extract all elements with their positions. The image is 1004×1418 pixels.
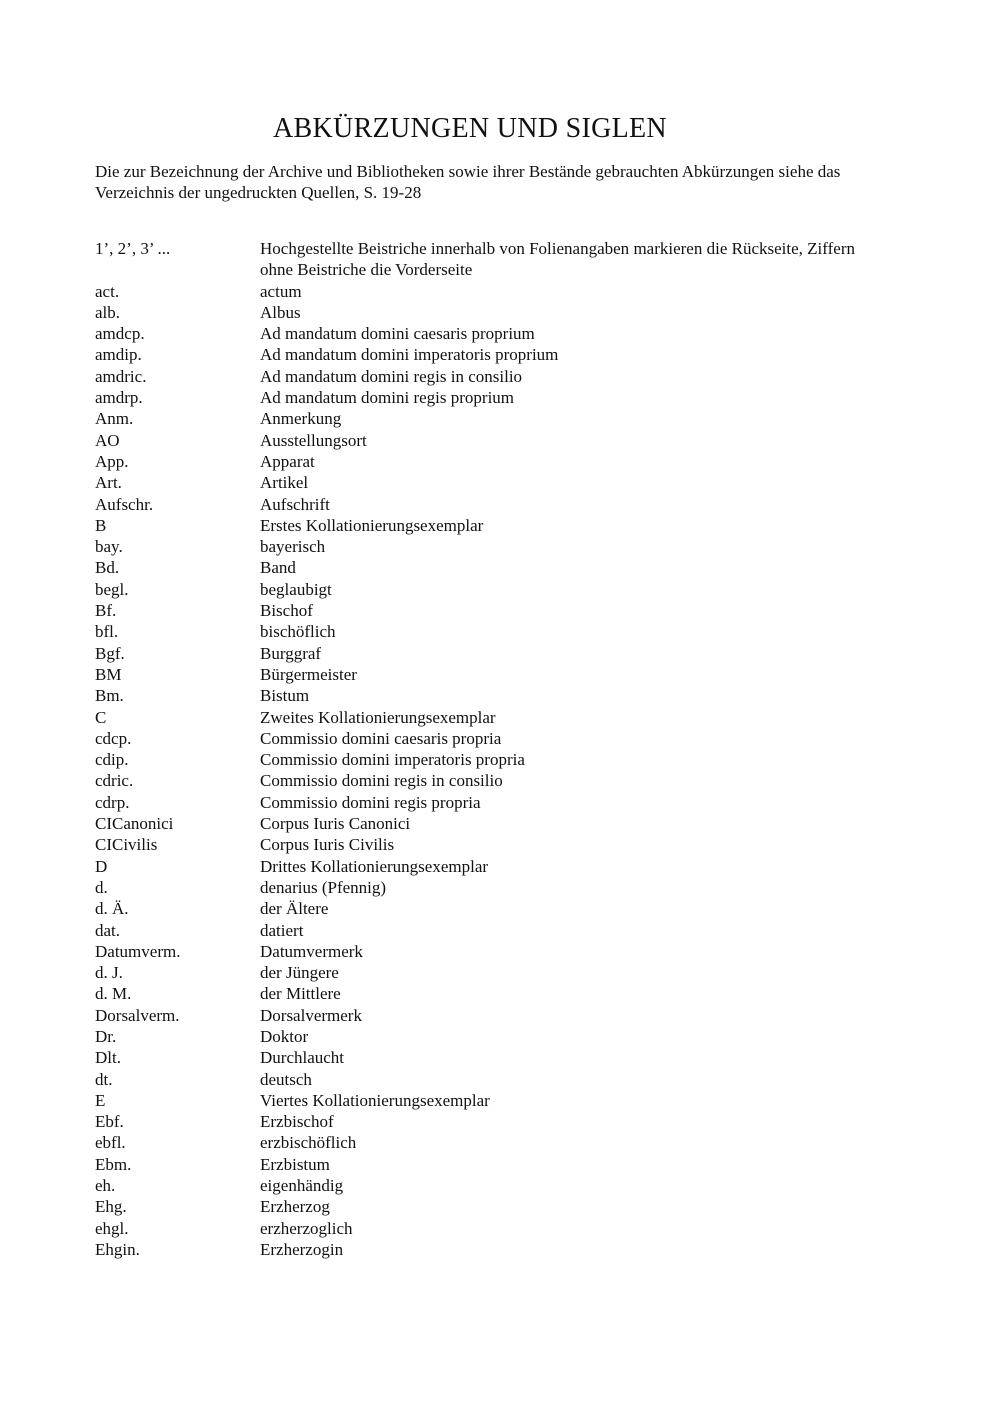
abbreviation-meaning: Ad mandatum domini caesaris proprium (260, 324, 535, 344)
abbreviation-term: Ehgin. (95, 1239, 140, 1259)
abbreviation-term: BM (95, 664, 122, 684)
abbreviation-meaning: Bischof (260, 601, 313, 621)
abbreviation-term: amdip. (95, 345, 142, 365)
abbreviation-meaning: Ad mandatum domini regis proprium (260, 388, 515, 408)
abbreviation-meaning: der Mittlere (260, 984, 341, 1004)
abbreviation-meaning: Band (260, 558, 296, 578)
abbreviation-meaning: Bürgermeister (260, 664, 357, 684)
abbreviation-meaning: Erzbistum (260, 1154, 330, 1174)
abbreviation-meaning: denarius (Pfennig) (260, 877, 387, 897)
abbreviation-row (95, 1047, 855, 1068)
abbreviation-term: Ehg. (95, 1197, 127, 1217)
abbreviation-term: alb. (95, 302, 121, 322)
abbreviation-row (95, 856, 855, 877)
abbreviation-row (95, 579, 855, 600)
abbreviation-meaning: deutsch (260, 1069, 312, 1089)
abbreviation-row (95, 387, 855, 408)
abbreviation-row (95, 792, 855, 813)
abbreviation-term: CICanonici (95, 814, 174, 834)
abbreviation-row (95, 366, 855, 387)
abbreviation-term: cdric. (95, 771, 134, 791)
abbreviation-term: amdrp. (95, 388, 143, 408)
abbreviation-meaning: Corpus Iuris Canonici (260, 814, 411, 834)
abbreviation-meaning: bischöflich (260, 622, 336, 642)
abbreviation-meaning: Apparat (260, 451, 315, 471)
abbreviation-row (95, 323, 855, 344)
abbreviation-meaning: datiert (260, 920, 304, 940)
abbreviation-meaning: Dorsalvermerk (260, 1005, 362, 1025)
abbreviation-meaning: erzbischöflich (260, 1133, 357, 1153)
abbreviation-meaning: Durchlaucht (260, 1048, 345, 1068)
abbreviation-term: amdcp. (95, 324, 145, 344)
abbreviation-term: App. (95, 451, 129, 471)
abbreviation-row (95, 430, 855, 451)
abbreviation-meaning: bayerisch (260, 537, 326, 557)
abbreviation-term: Bm. (95, 686, 124, 706)
abbreviation-meaning: Zweites Kollationierungsexemplar (260, 707, 496, 727)
page-title: ABKÜRZUNGEN UND SIGLEN (273, 113, 667, 144)
abbreviation-row (95, 1005, 855, 1026)
abbreviation-meaning: Erzherzogin (260, 1239, 344, 1259)
abbreviation-term: bay. (95, 537, 123, 557)
abbreviation-row (95, 621, 855, 642)
abbreviation-meaning: Ad mandatum domini regis in consilio (260, 366, 523, 386)
abbreviation-term: CICivilis (95, 835, 158, 855)
abbreviation-term: bfl. (95, 622, 119, 642)
abbreviation-row (95, 1090, 855, 1111)
abbreviation-term: Bgf. (95, 643, 125, 663)
abbreviation-term: cdcp. (95, 728, 132, 748)
abbreviation-meaning: erzherzoglich (260, 1218, 353, 1238)
abbreviation-meaning: Drittes Kollationierungsexemplar (260, 856, 489, 876)
abbreviation-meaning: Corpus Iuris Civilis (260, 835, 395, 855)
abbreviation-term: 1’, 2’, 3’ ... (95, 239, 171, 258)
abbreviation-row (95, 920, 855, 941)
abbreviation-row (95, 557, 855, 578)
abbreviation-meaning: Viertes Kollationierungsexemplar (260, 1090, 490, 1110)
abbreviation-term: C (95, 707, 107, 727)
abbreviation-term: Aufschr. (95, 494, 154, 514)
abbreviation-row (95, 813, 855, 834)
abbreviation-meaning: Bistum (260, 686, 310, 706)
abbreviation-row (95, 962, 855, 983)
abbreviation-term: D (95, 856, 108, 876)
abbreviation-meaning: Doktor (260, 1026, 309, 1046)
intro-paragraph: Die zur Bezeichnung der Archive und Bibliotheken sowie ihrer Bestände gebrauchten Abkürzungen siehe das Verzeichnis der ungedruckten Quellen, S. 19-28 (95, 162, 841, 202)
abbreviation-term: Datumverm. (95, 941, 181, 961)
abbreviation-meaning: actum (260, 281, 302, 301)
abbreviation-meaning: Albus (260, 302, 301, 322)
abbreviation-row (95, 408, 855, 429)
abbreviation-row (95, 1154, 855, 1175)
abbreviation-list (95, 238, 855, 1260)
abbreviation-row (95, 1239, 855, 1260)
abbreviation-row (95, 302, 855, 323)
abbreviation-term: d. J. (95, 963, 123, 983)
abbreviation-term: Bf. (95, 601, 117, 621)
abbreviation-meaning: Commissio domini imperatoris propria (260, 750, 525, 770)
abbreviation-term: Dr. (95, 1026, 117, 1046)
abbreviation-row (95, 515, 855, 536)
abbreviation-meaning: der Jüngere (260, 963, 339, 983)
abbreviation-term: eh. (95, 1176, 116, 1196)
abbreviation-meaning: Ad mandatum domini imperatoris proprium (260, 345, 559, 365)
abbreviation-row (95, 834, 855, 855)
abbreviation-row (95, 941, 855, 962)
abbreviation-term: d. M. (95, 984, 132, 1004)
abbreviation-term: Anm. (95, 409, 134, 429)
abbreviation-meaning: Commissio domini regis propria (260, 792, 481, 812)
abbreviation-row (95, 770, 855, 791)
abbreviation-term: cdrp. (95, 792, 130, 812)
abbreviation-term: Ebf. (95, 1112, 124, 1132)
abbreviation-term: Dorsalverm. (95, 1005, 180, 1025)
abbreviation-meaning: Datumvermerk (260, 941, 363, 961)
abbreviation-term: Art. (95, 473, 122, 493)
abbreviation-row (95, 281, 855, 302)
abbreviation-row (95, 877, 855, 898)
abbreviation-meaning: Commissio domini regis in consilio (260, 771, 503, 791)
abbreviation-row (95, 472, 855, 493)
abbreviation-term: E (95, 1090, 106, 1110)
abbreviation-row (95, 536, 855, 557)
abbreviation-row (95, 983, 855, 1004)
abbreviation-row (95, 1175, 855, 1196)
abbreviation-term: Bd. (95, 558, 120, 578)
abbreviation-meaning: Artikel (260, 473, 309, 493)
abbreviation-row (95, 728, 855, 749)
abbreviation-row (95, 494, 855, 515)
abbreviation-term: dat. (95, 920, 121, 940)
abbreviation-term: AO (95, 430, 120, 450)
abbreviation-meaning: Burggraf (260, 643, 322, 663)
abbreviation-row (95, 1026, 855, 1047)
abbreviation-meaning: Commissio domini caesaris propria (260, 728, 502, 748)
abbreviation-row (95, 1069, 855, 1090)
abbreviation-meaning: Hochgestellte Beistriche innerhalb von Folienangaben markieren die Rückseite, Ziffern ohne Beistriche die Vorderseite (260, 239, 855, 280)
abbreviation-meaning: der Ältere (260, 899, 329, 919)
abbreviation-meaning: Aufschrift (260, 494, 330, 514)
abbreviation-row (95, 238, 855, 281)
abbreviation-term: begl. (95, 579, 129, 599)
abbreviation-row (95, 1218, 855, 1239)
abbreviation-meaning: Erzbischof (260, 1112, 334, 1132)
abbreviation-row (95, 664, 855, 685)
abbreviation-meaning: Anmerkung (260, 409, 342, 429)
abbreviation-row (95, 600, 855, 621)
abbreviation-meaning: beglaubigt (260, 579, 332, 599)
abbreviation-row (95, 898, 855, 919)
abbreviation-row (95, 344, 855, 365)
abbreviation-row (95, 643, 855, 664)
abbreviation-row (95, 1132, 855, 1153)
abbreviation-term: ebfl. (95, 1133, 126, 1153)
abbreviation-term: dt. (95, 1069, 113, 1089)
abbreviation-term: B (95, 515, 107, 535)
abbreviation-meaning: Ausstellungsort (260, 430, 367, 450)
abbreviation-term: d. (95, 877, 108, 897)
abbreviation-meaning: Erstes Kollationierungsexemplar (260, 515, 484, 535)
abbreviation-term: d. Ä. (95, 899, 129, 919)
abbreviation-row (95, 451, 855, 472)
abbreviation-row (95, 749, 855, 770)
abbreviation-row (95, 685, 855, 706)
abbreviation-term: act. (95, 281, 120, 301)
abbreviation-term: amdric. (95, 366, 147, 386)
abbreviation-term: Ebm. (95, 1154, 132, 1174)
abbreviation-row (95, 1111, 855, 1132)
abbreviation-row (95, 1196, 855, 1217)
abbreviation-term: Dlt. (95, 1048, 121, 1068)
abbreviation-term: ehgl. (95, 1218, 129, 1238)
abbreviation-meaning: Erzherzog (260, 1197, 330, 1217)
abbreviation-row (95, 707, 855, 728)
abbreviation-meaning: eigenhändig (260, 1176, 344, 1196)
abbreviation-term: cdip. (95, 750, 129, 770)
